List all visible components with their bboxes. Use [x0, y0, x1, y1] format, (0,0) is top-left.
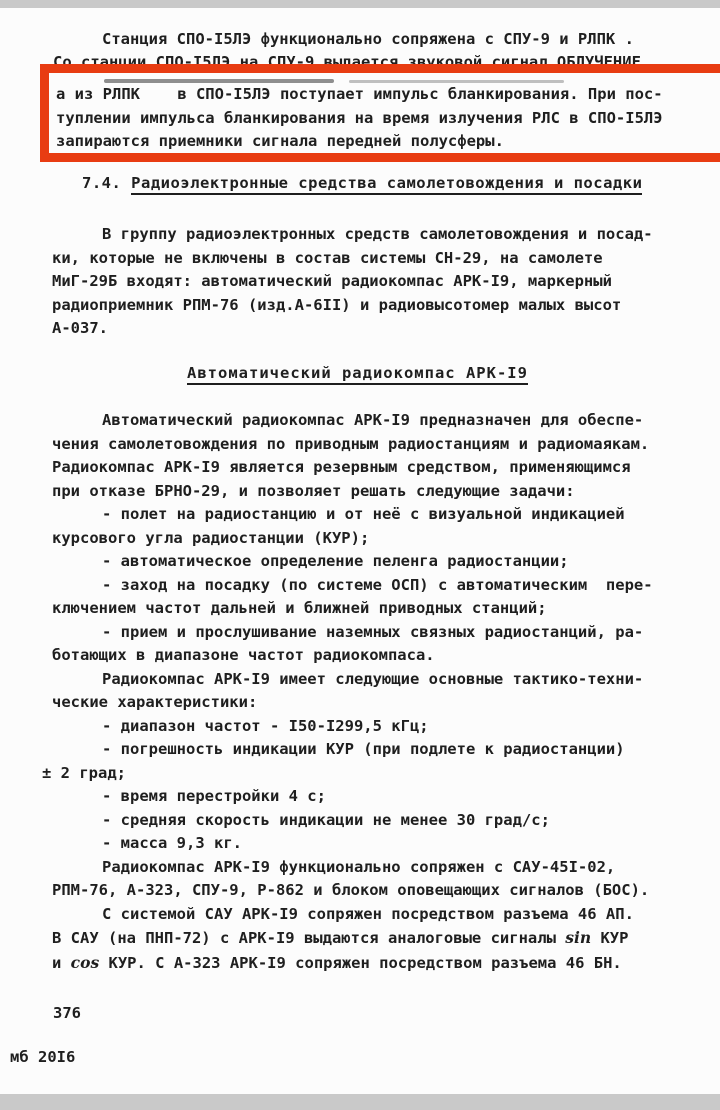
text-line: туплении импульса бланкирования на время излучения РЛС в СПО-I5ЛЭ: [56, 108, 663, 127]
text-line: ческие характеристики:: [52, 693, 258, 711]
text-segment: КУР. С А-323 АРК-I9 сопряжен посредством разъема 46 БН.: [99, 953, 622, 972]
text-line: [52, 926, 653, 951]
text-line: - средняя скорость индикации не менее 30 град/с;: [102, 810, 550, 829]
paragraph-ark19-details: [42, 409, 653, 975]
page-number: 376: [53, 1004, 81, 1022]
text-segment: В САУ (на ПНП-72) с АРК-I9 выдаются аналоговые сигналы: [52, 929, 566, 947]
text-line: - погрешность индикации КУР (при подлете к радиостанции): [102, 740, 625, 758]
intro-line-1: Станция СПО-I5ЛЭ функционально сопряжена с СПУ-9 и РЛПК .: [102, 30, 634, 48]
text-line: В группу радиоэлектронных средств самолетовождения и посад-: [102, 225, 653, 243]
scan-smudge: [349, 80, 564, 83]
text-line: радиоприемник РПМ-76 (изд.А-6II) и радиовысотомер малых высот: [52, 295, 622, 314]
text-line: запираются приемники сигнала передней полусферы.: [56, 132, 504, 150]
subsection-heading-ark19: [187, 362, 528, 386]
text-line: С системой САУ АРК-I9 сопряжен посредством разъема 46 АП.: [102, 904, 634, 923]
text-line: - заход на посадку (по системе ОСП) с автоматическим пере-: [102, 575, 653, 594]
text-line: - полет на радиостанцию и от неё с визуальной индикацией: [102, 505, 625, 523]
text-line: ботающих в диапазоне частот радиокомпаса.: [52, 646, 435, 664]
subsection-title: Автоматический радиокомпас АРК-I9: [187, 364, 528, 385]
scan-smudge: [104, 79, 334, 83]
text-line: - масса 9,3 кг.: [102, 834, 242, 852]
text-line: - диапазон частот - I50-I299,5 кГц;: [102, 716, 429, 735]
text-line: ± 2 град;: [42, 763, 126, 782]
text-line: - прием и прослушивание наземных связных радиостанций, ра-: [102, 622, 644, 641]
math-symbol: cos: [70, 952, 100, 972]
text-line: при отказе БРНО-29, и позволяет решать следующие задачи:: [52, 481, 575, 500]
intro-line-2-obscured: Со станции СПО-I5ЛЭ на СПУ-9 выдается звуковой сигнал ОБЛУЧЕНИЕ: [53, 53, 641, 71]
section-number: 7.4.: [82, 174, 122, 192]
text-line: курсового угла радиостанции (КУР);: [52, 528, 370, 547]
text-line: [52, 951, 653, 976]
text-line: А-037.: [52, 319, 108, 337]
text-line: ключением частот дальней и ближней приводных станций;: [52, 599, 547, 617]
section-title: Радиоэлектронные средства самолетовождения и посадки: [131, 174, 642, 195]
math-symbol: sin: [565, 928, 592, 947]
text-line: РПМ-76, А-323, СПУ-9, Р-862 и блоком оповещающих сигналов (БОС).: [52, 881, 650, 899]
top-gray-bar: [0, 0, 720, 8]
text-line: МиГ-29Б входят: автоматический радиокомпас АРК-I9, маркерный: [52, 272, 612, 290]
text-line: - время перестройки 4 с;: [102, 787, 326, 805]
text-line: Автоматический радиокомпас АРК-I9 предназначен для обеспе-: [102, 411, 644, 429]
text-line: Радиокомпас АРК-I9 имеет следующие основные тактико-техни-: [102, 669, 644, 688]
footer-mark: мб 20I6: [10, 1048, 76, 1066]
text-line: Радиокомпас АРК-I9 является резервным средством, применяющимся: [52, 458, 631, 476]
text-line: чения самолетовождения по приводным радиостанциям и радиомаякам.: [52, 434, 650, 453]
text-line: - автоматическое определение пеленга радиостанции;: [102, 552, 569, 570]
text-line: ки, которые не включены в состав системы СН-29, на самолете: [52, 248, 603, 267]
text-segment: КУР: [591, 929, 629, 947]
text-segment: и: [52, 953, 71, 972]
text-line: а из РЛПК в СПО-I5ЛЭ поступает импульс бланкирования. При пос-: [56, 85, 663, 103]
paragraph-nav-aids: [52, 223, 653, 341]
bottom-gray-bar: [0, 1094, 720, 1110]
text-line: Радиокомпас АРК-I9 функционально сопряжен с САУ-45I-02,: [102, 857, 616, 876]
red-highlight-rectangle: [40, 64, 720, 162]
section-heading-7-4: [82, 172, 642, 196]
